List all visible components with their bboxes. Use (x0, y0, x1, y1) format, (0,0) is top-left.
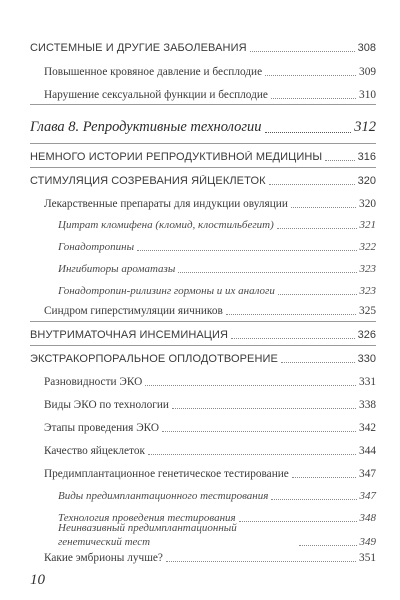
toc-entry (44, 66, 376, 79)
toc-entry-title: Нарушение сексуальной функции и бесплодие (44, 89, 268, 101)
toc-entry-page: 320 (359, 198, 376, 210)
toc-entry-page: 323 (359, 263, 376, 275)
leader-dots (226, 314, 356, 315)
section-divider (30, 104, 376, 105)
leader-dots (162, 431, 356, 432)
toc-entry-page: 348 (359, 512, 376, 524)
leader-dots (137, 250, 356, 251)
toc-entry-page: 321 (359, 219, 376, 231)
toc-entry-page: 309 (359, 66, 376, 78)
toc-entry-title: Предимплантационное генетическое тестирование (44, 468, 289, 480)
toc-entry-title: ЭКСТРАКОРПОРАЛЬНОЕ ОПЛОДОТВОРЕНИЕ (30, 353, 278, 365)
leader-dots (231, 338, 355, 339)
toc-entry-page: 351 (359, 552, 376, 564)
toc-entry (30, 175, 376, 188)
toc-entry (58, 490, 376, 503)
toc-entry-page: 325 (359, 305, 376, 317)
toc-entry (58, 241, 376, 254)
toc-entry (30, 353, 376, 366)
toc-entry-page: 331 (359, 376, 376, 388)
section-divider (30, 143, 376, 144)
toc-entry-page: 347 (359, 468, 376, 480)
toc-entry (30, 151, 376, 164)
toc-entry-title: Гонадотропины (58, 241, 135, 253)
toc-entry (44, 552, 376, 565)
toc-entry-page: 310 (359, 89, 376, 101)
toc-entry-title: Неинвазивный предимплантационный генетический тест (58, 522, 237, 548)
toc-entry-title: Цитрат кломифена (кломид, клостильбегит) (58, 219, 274, 231)
toc-entry (44, 305, 376, 318)
toc-entry (58, 263, 376, 276)
toc-entry-page: 347 (359, 490, 376, 502)
leader-dots (325, 160, 354, 161)
toc-entry-page: 326 (357, 329, 376, 341)
page-number: 10 (30, 572, 45, 588)
leader-dots (265, 75, 356, 76)
leader-dots (278, 294, 357, 295)
toc-entry-title: Виды предимплантационного тестирования (58, 490, 269, 502)
toc-entry-title: Гонадотропин-рилизинг гормоны и их аналоги (58, 285, 275, 297)
toc-entry-title: Качество яйцеклеток (44, 445, 145, 457)
leader-dots (166, 561, 356, 562)
leader-dots (291, 207, 356, 208)
toc-chapter-entry (30, 119, 376, 136)
toc-entry-page: 320 (357, 175, 376, 187)
toc-entry-title: Какие эмбрионы лучше? (44, 552, 163, 564)
toc-entry-title: Ингибиторы ароматазы (58, 263, 176, 275)
toc-entry-page: 338 (359, 399, 376, 411)
toc-entry-title: ВНУТРИМАТОЧНАЯ ИНСЕМИНАЦИЯ (30, 329, 229, 341)
leader-dots (148, 454, 356, 455)
toc-entry (58, 521, 376, 549)
toc-entry-title: Виды ЭКО по технологии (44, 399, 169, 411)
leader-dots (250, 51, 355, 52)
leader-dots (292, 477, 356, 478)
toc-chapter-page: 312 (354, 119, 376, 135)
toc-entry (30, 42, 376, 55)
toc-entry (44, 198, 376, 211)
toc-entry-page: 349 (359, 536, 376, 548)
leader-dots (172, 408, 356, 409)
toc-entry (44, 399, 376, 412)
toc-entry-title: Лекарственные препараты для индукции овуляции (44, 198, 288, 210)
toc-entry (44, 422, 376, 435)
leader-dots (271, 98, 356, 99)
toc-entry (30, 329, 376, 342)
toc-entry-page: 344 (359, 445, 376, 457)
toc-entry-page: 308 (357, 42, 376, 54)
leader-dots (269, 184, 355, 185)
toc-entry-title: СИСТЕМНЫЕ И ДРУГИЕ ЗАБОЛЕВАНИЯ (30, 42, 247, 54)
leader-dots (281, 362, 355, 363)
section-divider (30, 345, 376, 346)
section-divider (30, 321, 376, 322)
toc-entry-page: 342 (359, 422, 376, 434)
toc-entry-title: Этапы проведения ЭКО (44, 422, 160, 434)
toc-entry-title: Разновидности ЭКО (44, 376, 143, 388)
toc-entry (58, 219, 376, 232)
leader-dots (277, 228, 357, 229)
toc-entry-page: 323 (359, 285, 376, 297)
toc-chapter-title: Глава 8. Репродуктивные технологии (30, 119, 262, 135)
toc-entry-title: НЕМНОГО ИСТОРИИ РЕПРОДУКТИВНОЙ МЕДИЦИНЫ (30, 151, 323, 163)
toc-entry-title: СТИМУЛЯЦИЯ СОЗРЕВАНИЯ ЯЙЦЕКЛЕТОК (30, 175, 266, 187)
toc-entry (44, 376, 376, 389)
toc-entry-page: 322 (359, 241, 376, 253)
toc-entry-title: Синдром гиперстимуляции яичников (44, 305, 223, 317)
toc-entry-title: Повышенное кровяное давление и бесплодие (44, 66, 263, 78)
toc-entry-page: 316 (357, 151, 376, 163)
toc-entry (44, 445, 376, 458)
toc-entry-title: Технология проведения тестирования (58, 512, 236, 524)
leader-dots (265, 132, 352, 133)
toc-entry (44, 468, 376, 481)
toc-entry-page: 330 (357, 353, 376, 365)
leader-dots (271, 499, 356, 500)
toc-entry (44, 89, 376, 102)
leader-dots (299, 545, 357, 546)
section-divider (30, 167, 376, 168)
leader-dots (178, 272, 356, 273)
toc-entry (58, 285, 376, 298)
leader-dots (145, 385, 356, 386)
